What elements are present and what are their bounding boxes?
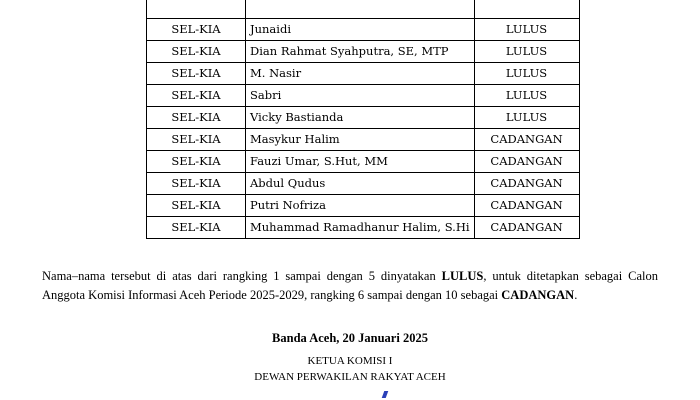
status-cell: LULUS [474, 85, 579, 107]
table-row [147, 63, 580, 85]
name-cell: Dian Rahmat Syahputra, SE, MTP [246, 41, 475, 63]
name-cell: Muhammad Ramadhanur Halim, S.Hi [246, 217, 475, 239]
name-cell: Putri Nofriza [246, 195, 475, 217]
code-cell: SEL-KIA [147, 151, 246, 173]
code-cell: SEL-KIA [147, 63, 246, 85]
place-date: Banda Aceh, 20 Januari 2025 [272, 331, 428, 345]
name-cell: Vicky Bastianda [246, 107, 475, 129]
status-cell: LULUS [474, 63, 579, 85]
paragraph-cadangan: CADANGAN [501, 288, 575, 302]
paragraph-text-3: . [574, 288, 578, 302]
status-cell: CADANGAN [474, 129, 579, 151]
table-row [147, 173, 580, 195]
paragraph-text-2: , untuk ditetapkan sebagai Calon Anggota Komisi Informasi Aceh Periode 2025-2029, rangking 6 sampai dengan 10 sebagai [42, 269, 658, 302]
table-row [147, 107, 580, 129]
table-row [147, 19, 580, 41]
table-row [147, 0, 580, 19]
code-cell: SEL-KIA [147, 217, 246, 239]
paragraph-lulus: LULUS [441, 269, 484, 283]
table-row [147, 85, 580, 107]
signatory-title: KETUA KOMISI I [307, 355, 393, 367]
name-cell: Junaidi [246, 19, 475, 41]
status-cell: LULUS [474, 19, 579, 41]
name-cell: Sabri [246, 85, 475, 107]
paragraph-text-1: Nama–nama tersebut di atas dari rangking 1 sampai dengan 5 dinyatakan [42, 269, 442, 283]
status-cell: CADANGAN [474, 151, 579, 173]
name-cell: Fauzi Umar, S.Hut, MM [246, 151, 475, 173]
code-cell: SEL-KIA [147, 107, 246, 129]
name-cell: Masykur Halim [246, 129, 475, 151]
results-table-body [147, 0, 580, 239]
code-cell: SEL-KIA [147, 173, 246, 195]
table-row [147, 217, 580, 239]
status-cell: CADANGAN [474, 173, 579, 195]
status-cell [474, 0, 579, 19]
status-cell: LULUS [474, 41, 579, 63]
code-cell: SEL-KIA [147, 41, 246, 63]
code-cell [147, 0, 246, 19]
name-cell: Abdul Qudus [246, 173, 475, 195]
results-table [146, 0, 580, 239]
code-cell: SEL-KIA [147, 129, 246, 151]
name-cell: M. Nasir [246, 63, 475, 85]
table-row [147, 195, 580, 217]
code-cell: SEL-KIA [147, 19, 246, 41]
code-cell: SEL-KIA [147, 195, 246, 217]
table-row [147, 151, 580, 173]
table-row [147, 41, 580, 63]
status-cell: CADANGAN [474, 195, 579, 217]
announcement-paragraph [42, 267, 658, 305]
table-row [147, 129, 580, 151]
status-cell: CADANGAN [474, 217, 579, 239]
code-cell: SEL-KIA [147, 85, 246, 107]
signatory-institution: DEWAN PERWAKILAN RAKYAT ACEH [254, 371, 446, 383]
signature-mark [382, 391, 389, 398]
status-cell: LULUS [474, 107, 579, 129]
name-cell [246, 0, 475, 19]
